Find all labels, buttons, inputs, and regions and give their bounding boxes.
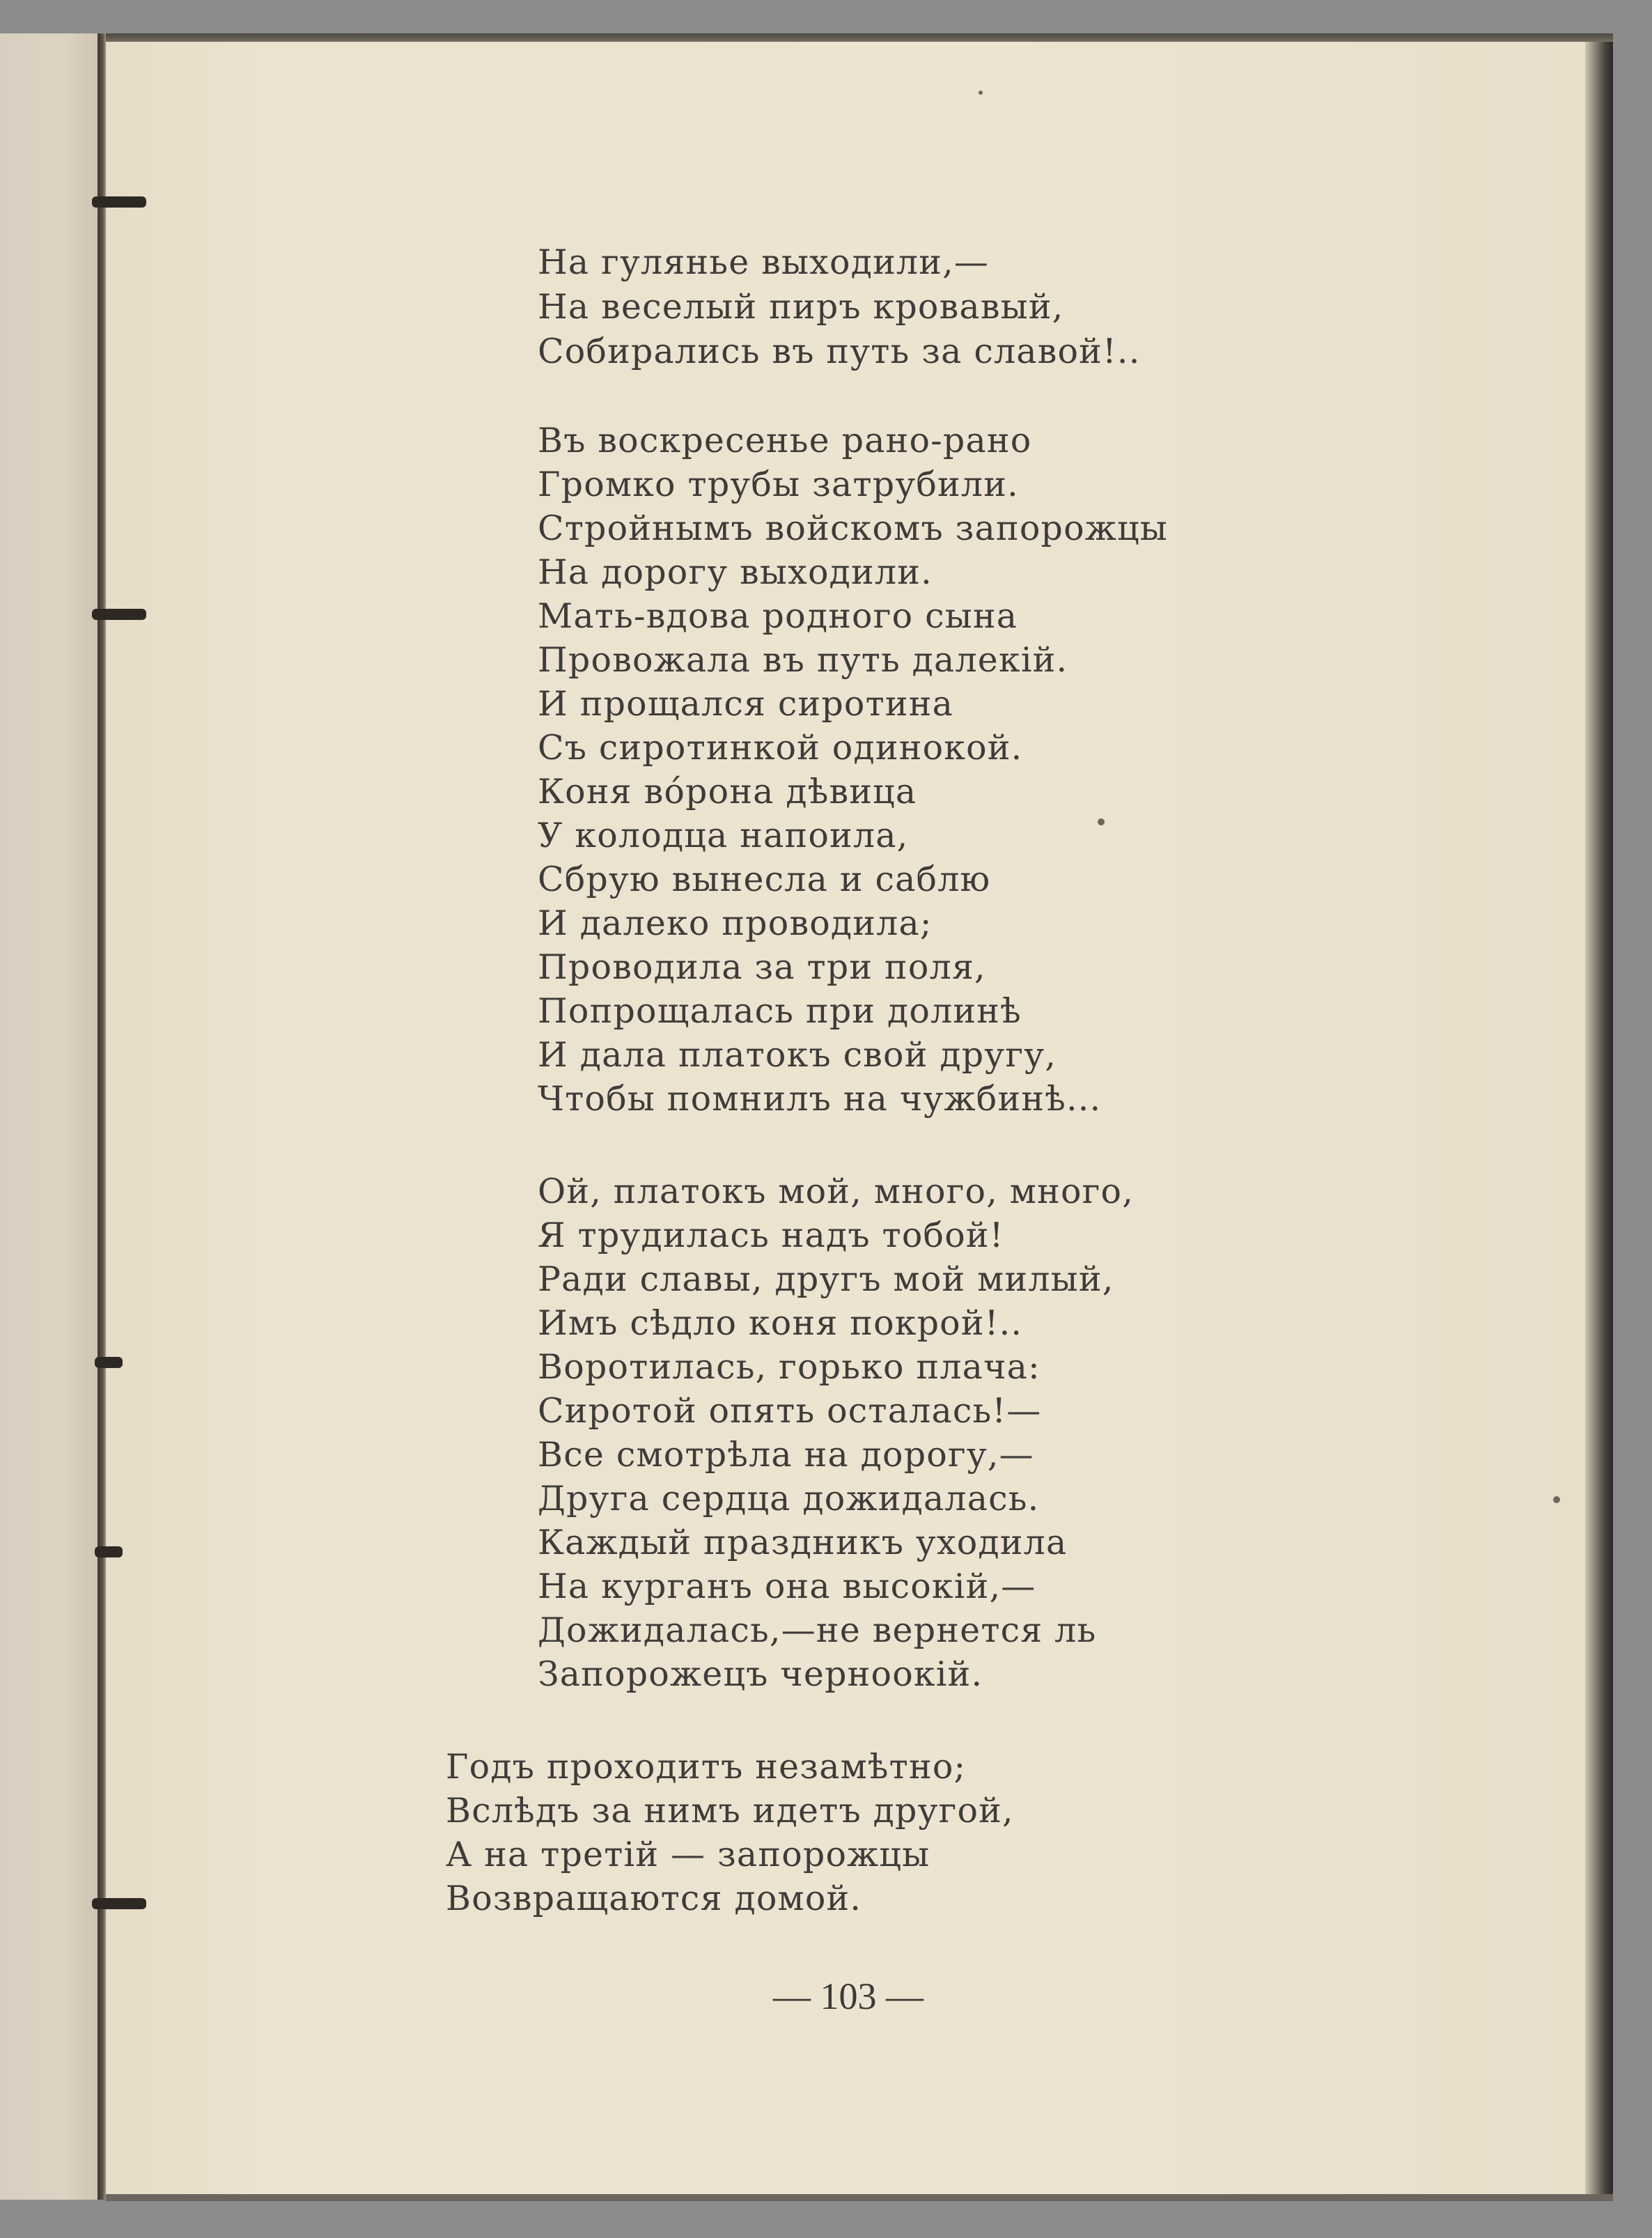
poem-line: Попрощалась при долинѣ: [538, 991, 1022, 1031]
poem-line: Годъ проходитъ незамѣтно;: [446, 1747, 967, 1787]
poem-line: Ради славы, другъ мой милый,: [538, 1259, 1114, 1299]
poem-line: Стройнымъ войскомъ запорожцы: [538, 508, 1168, 548]
poem-line: На курганъ она высокій,—: [538, 1567, 1036, 1606]
poem-line: А на третій — запорожцы: [446, 1835, 930, 1874]
poem-line: Имъ сѣдло коня покрой!..: [538, 1303, 1023, 1343]
poem-line: Проводила за три поля,: [538, 947, 986, 987]
poem-line: Громко трубы затрубили.: [538, 465, 1019, 504]
poem-line: Возвращаются домой.: [446, 1879, 862, 1918]
poem-line: Дожидалась,—не вернется ль: [538, 1610, 1097, 1650]
poem-line: Сбрую вынесла и саблю: [538, 860, 991, 899]
poem-line: На дорогу выходили.: [538, 552, 933, 592]
poem-line: Чтобы помнилъ на чужбинѣ...: [538, 1079, 1102, 1119]
poem-line: Въ воскресенье рано-рано: [538, 421, 1032, 460]
poem-line: Мать-вдова родного сына: [538, 596, 1018, 636]
poem-line: Каждый праздникъ уходила: [538, 1523, 1068, 1562]
poem-line: Вслѣдъ за нимъ идетъ другой,: [446, 1791, 1014, 1831]
poem-line: Друга сердца дожидалась.: [538, 1479, 1040, 1518]
poem-line: Собирались въ путь за славой!..: [538, 332, 1141, 371]
poem-line: И прощался сиротина: [538, 684, 954, 724]
poem-line: Все смотрѣла на дорогу,—: [538, 1435, 1034, 1475]
poem-line: У колодца напоила,: [538, 816, 909, 855]
poem-line: Ой, платокъ мой, много, много,: [538, 1172, 1135, 1211]
poem-line: На веселый пиръ кровавый,: [538, 287, 1064, 327]
poem-line: Я трудилась надъ тобой!: [538, 1215, 1004, 1255]
poem-line: На гулянье выходили,—: [538, 242, 990, 282]
poem-line: Воротилась, горько плача:: [538, 1347, 1041, 1387]
poem-line: Провожала въ путь далекій.: [538, 640, 1068, 680]
poem-line: Съ сиротинкой одинокой.: [538, 728, 1023, 768]
poem-line: Запорожецъ черноокій.: [538, 1654, 983, 1694]
page-number: — 103 —: [773, 1975, 924, 2017]
poem-line: Сиротой опять осталась!—: [538, 1391, 1042, 1431]
poem-line: Коня вóрона дѣвица: [538, 772, 917, 811]
poem-line: И дала платокъ свой другу,: [538, 1035, 1057, 1075]
poem-line: И далеко проводила;: [538, 903, 933, 943]
